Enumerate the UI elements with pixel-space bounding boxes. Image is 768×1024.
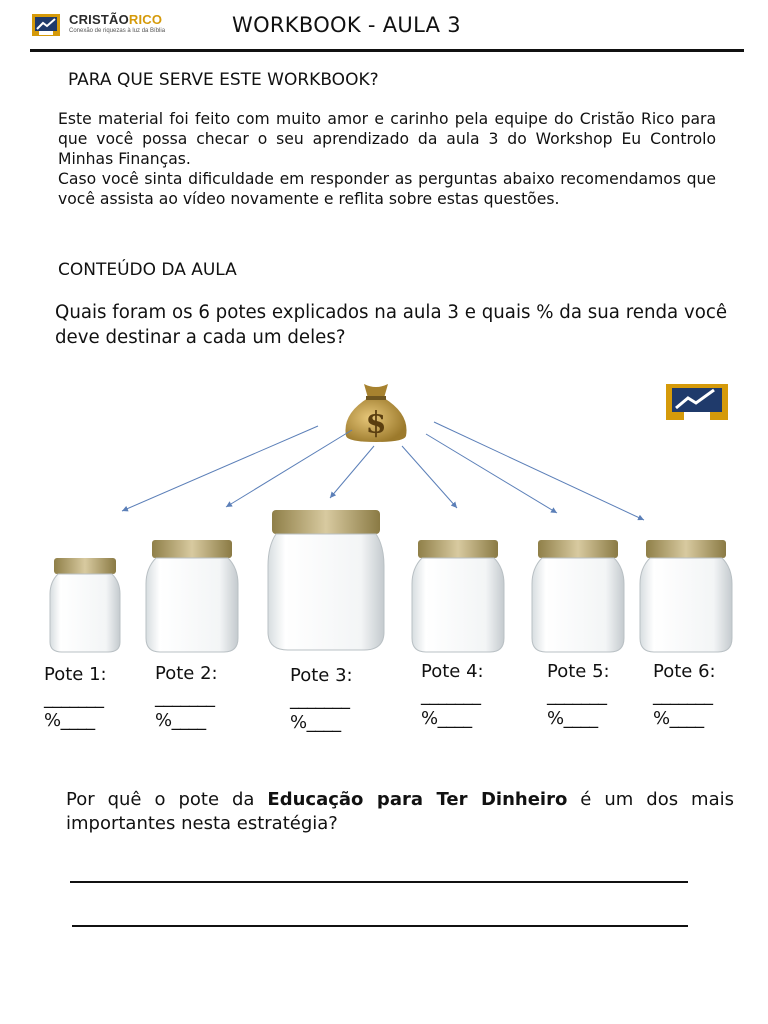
arrow-to-jar-5 <box>426 434 557 513</box>
jar-1 <box>50 558 120 652</box>
jar-2-name-blank[interactable]: _______ <box>155 687 215 708</box>
jars-illustration <box>0 370 768 670</box>
jar-6-percent-blank[interactable]: %____ <box>653 708 704 729</box>
intro-text <box>58 109 716 209</box>
jar-6-name-blank[interactable]: _______ <box>653 685 713 706</box>
brand-tagline: Conexão de riquezas à luz da Bíblia <box>69 28 166 34</box>
jar-1-percent-blank[interactable]: %____ <box>44 710 95 731</box>
jar-5 <box>532 540 624 652</box>
brand-name: CRISTÃORICO <box>69 12 163 27</box>
jar-4-percent-blank[interactable]: %____ <box>421 708 472 729</box>
brand-badge-icon <box>666 384 728 420</box>
header-divider <box>30 49 744 52</box>
answer-line-2[interactable] <box>72 925 688 927</box>
jars-diagram <box>0 370 768 760</box>
jar-3-label: Pote 3: <box>290 665 353 686</box>
jar-4-label: Pote 4: <box>421 661 484 682</box>
jar-2 <box>146 540 238 652</box>
jar-5-percent-blank[interactable]: %____ <box>547 708 598 729</box>
jar-5-label: Pote 5: <box>547 661 610 682</box>
answer-line-1[interactable] <box>70 881 688 883</box>
question-jars: Quais foram os 6 potes explicados na aula 3 e quais % da sua renda você deve destinar a cada um deles? <box>55 302 728 348</box>
jar-5-name-blank[interactable]: _______ <box>547 685 607 706</box>
logo-book-icon <box>31 10 61 38</box>
jar-1-name-blank[interactable]: _______ <box>44 688 104 709</box>
jar-3 <box>268 510 384 650</box>
intro-paragraph-1: Este material foi feito com muito amor e carinho pela equipe do Cristão Rico para que você possa checar o seu aprendizado da aula 3 do Workshop Eu Controlo Minhas Finanças. <box>58 110 716 168</box>
jar-6 <box>640 540 732 652</box>
cristao-rico-logo <box>31 10 171 40</box>
jar-4 <box>412 540 504 652</box>
jar-3-percent-blank[interactable]: %____ <box>290 712 341 733</box>
question-education-jar: Por quê o pote da Educação para Ter Dinheiro é um dos mais importantes nesta estratégia? <box>66 789 734 834</box>
dollar-sign: $ <box>365 406 387 441</box>
arrow-to-jar-2 <box>226 430 352 507</box>
jar-2-percent-blank[interactable]: %____ <box>155 710 206 731</box>
arrow-to-jar-4 <box>402 446 457 508</box>
content-heading: CONTEÚDO DA AULA <box>58 260 237 280</box>
intro-paragraph-2: Caso você sinta dificuldade em responder as perguntas abaixo recomendamos que você assista ao vídeo novamente e reflita sobre estas questões. <box>58 170 716 208</box>
jar-3-name-blank[interactable]: _______ <box>290 689 350 710</box>
question-emphasis: Educação para Ter Dinheiro <box>267 789 568 810</box>
jar-1-label: Pote 1: <box>44 664 107 685</box>
jar-6-label: Pote 6: <box>653 661 716 682</box>
purpose-heading: PARA QUE SERVE ESTE WORKBOOK? <box>68 70 379 90</box>
arrow-to-jar-6 <box>434 422 644 520</box>
arrow-to-jar-3 <box>330 446 374 498</box>
jar-2-label: Pote 2: <box>155 663 218 684</box>
money-bag-icon <box>345 384 406 442</box>
jar-4-name-blank[interactable]: _______ <box>421 685 481 706</box>
document-title: WORKBOOK - AULA 3 <box>232 13 461 37</box>
